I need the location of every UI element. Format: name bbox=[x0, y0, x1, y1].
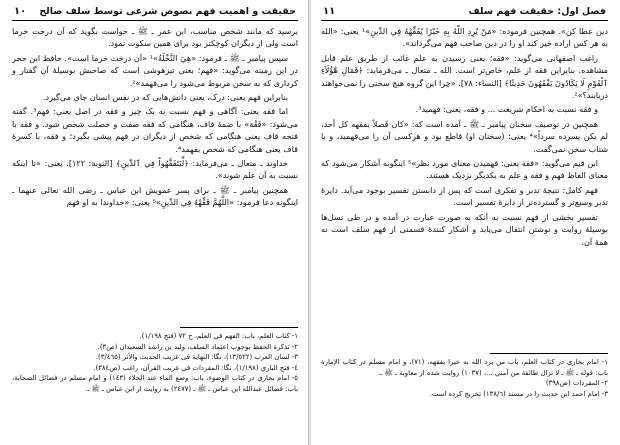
footnote: ٢- المفردات (ص٣٩٨) bbox=[545, 379, 608, 388]
paragraph: بنابراین فهم یعنی: درک، یعنی دانش‌هایی که در نفس انسان جای می‌گیرد. bbox=[42, 92, 288, 103]
right-running-title: فصل اول: حقیقت فهم سلف bbox=[468, 6, 606, 17]
left-page-number: ١٠ bbox=[14, 6, 27, 17]
paragraph: دین عطا کن». همچنین فرموده: «مَنْ يُرِدِ اللَّهُ بِهِ خَيْرًا يُفَقِّهْهُ فِي الدِّينِ»¹ یعنی: «الله به هر کس اراده خیر کند او را در دین صاحب فهم می‌گرداند». bbox=[321, 26, 608, 49]
footnote: ١- امام بخاری در کتاب العلم، باب من يرد الله به خيرا يفقهه، (٧١)، و امام مسلم در کتاب الإمارة باب: قوله ـ ﷺ ـ لا تزال طائفة من أمتي ...، (١٠٣٧) روایت شده از معاویة ـ ﷺ ـ. bbox=[321, 358, 608, 377]
right-page-number: ١١ bbox=[323, 6, 336, 17]
right-page bbox=[311, 0, 620, 445]
paragraph: فهم کامل: نتیجهٔ تدبر و تفکری است که پس از دانستن تفسیر بوجود می‌آید. دایرهٔ تدبر وسیع‌تر و گسترده‌تر از دایرهٔ تفسیر است. bbox=[321, 184, 608, 208]
left-page-body bbox=[12, 25, 298, 321]
paragraph: سپس پیامبر ـ ﷺ ـ فرمود: «هِيَ النَّخْلَةُ»¹ «آن درخت خرما است». حافظ ابن حجر در این زمینه می‌گوید: «فهم؛ یعنی تیزهوشی است که صاحبش بوسیلهٔ آن گفتار و کرداری که به سخن مربوط می‌شود را می‌فهمد»². bbox=[12, 52, 298, 88]
paragraph: خداوند ـ متعال ـ می‌فرماید: ﴿لِّيَتَفَقَّهُواْ فِي ٱلدِّينِ﴾ [التوبة: ١٢٢]. یعنی: «تا اینکه نسبت به آن علم شوند». bbox=[12, 158, 298, 181]
paragraph: راغب اصفهانی می‌گوید: «فقه؛ یعنی رسیدن به علم غائب از طریق علم قابل مشاهده. بنابراین فقه از علم، خاص‌تر است. الله ـ متعال ـ می‌فرماید: ﴿فَمَالِ هَٰٓؤُلَآءِ ٱلْقَوْمِ لَا يَكَادُونَ يَفْقَهُونَ حَدِيثًا﴾ [النساء: ٧٨]. «چرا این گروه هیچ سخنی را نمی‌خواهند دریابند؟»². bbox=[321, 52, 608, 101]
paragraph: و فقه نسبت به احکام شریعت ... و فقه، یعنی: فهمید³. bbox=[415, 104, 598, 115]
footnote: ٤- فتح الباري (١/١٩٨)، نگا: المفردات في غريب القرآن، راغب (ص٣٨٤). bbox=[93, 363, 298, 372]
left-page-header bbox=[12, 6, 298, 21]
footnote-divider bbox=[180, 327, 298, 328]
paragraph: اما فقه یعنی: آگاهی و فهم نسبت به یک چیز و فقه در اصل یعنی: فهم³. گفته می‌شود: «فَقُهَ» با ضمهٔ قاف، هنگامی که فقه صفت و خصلت شخص شود. و فقه با فتحه قاف یعنی هنگامی که شخص از دیگران در فهم پیشی بگیرد؛ و فقه، با کسرهٔ قاف یعنی هنگامی که شخص بفهمد⁴. bbox=[12, 106, 298, 154]
footnote: ٢- تذکرة الحفظ بوجوب اعتماد السلف، وليد بن راشد السعيدان (ص٣). bbox=[97, 342, 298, 351]
left-running-title: حقیقت و اهمیت فهم نصوص شرعی توسط سلف صالح bbox=[39, 6, 296, 17]
paragraph: همچنین پیامبر ـ ﷺ ـ برای پسر عمویش ابن عباس ـ رضی الله تعالی عنهما ـ اینگونه دعا فرمود: «اللَّهُمَّ فَقِّهْهُ فِي الدِّينِ»⁵ یعنی: «خداوندا به او فهم bbox=[12, 184, 298, 208]
paragraph: همچنین در توصیف سخنان پیامبر ـ ﷺ ـ آمده است که: «كان فَصلاً يفقهه كل أحد، لم يكن يسرده سرداً»⁴ یعنی: (سخنان او) قاطع بود و هرکسی آن را می‌فهمید، و با شتاب سخن نمی‌گفت. bbox=[321, 118, 608, 154]
footnote: ١- کتاب العلم، باب: الفهم في العلم، ح ٧٢ (فتح ١/١٩٨). bbox=[139, 332, 298, 340]
paragraph: برسید که مانند شخص مناسب، ابن عمر ـ ﷺ ـ خواست بگوید که آن درخت خرما است ولی از دیگران کوچکتر بود برای همین سکوت نمود. bbox=[12, 26, 298, 49]
paragraph: تفسیر بخشی از فهم نسبت به آنکه به صورت عبارت در آمده و در طی نسل‌ها بوسیلهٔ روایت و نوشتن انتقال می‌یابد و آشکار کنندهٔ قسمتی از فهم سلف است نه همهٔ آن. bbox=[321, 211, 608, 247]
footnote: ٥- امام بخاری در کتاب الوضوء، باب: وضع الماء عند الخلاء (١٤٣) و امام مسلم در فضائل الصحابة، باب: فضائل عبدالله ابن عباس ـ ﷺ ـ (٢٤٧٧) به روایت از ابن عباس ـ ﷺ ـ. bbox=[12, 374, 298, 393]
footnote: ٣- امام احمد این حدیث را در مسند (١٣٨/٦) تخریج کرده است. bbox=[429, 389, 608, 398]
paragraph: ابن قیم می‌گوید: «فقه یعنی: فهمیدن معنای مورد نظر»⁵ اینگونه آشکار می‌شود که معنای الفاظ فهم و فقه و علم به یکدیگر نزدیک هستند. bbox=[321, 158, 608, 181]
right-footnotes bbox=[321, 357, 608, 399]
right-page-header bbox=[321, 6, 608, 21]
footnote-divider bbox=[490, 353, 608, 354]
right-page-body bbox=[321, 25, 608, 347]
footnote: ٣- لسان العرب (١٣/٥٢٢)، نگا: النهایة فی غریب الحدیث والأثر (٣/٤٦٥). bbox=[95, 353, 298, 362]
left-page bbox=[0, 0, 308, 445]
left-footnotes bbox=[12, 331, 298, 395]
